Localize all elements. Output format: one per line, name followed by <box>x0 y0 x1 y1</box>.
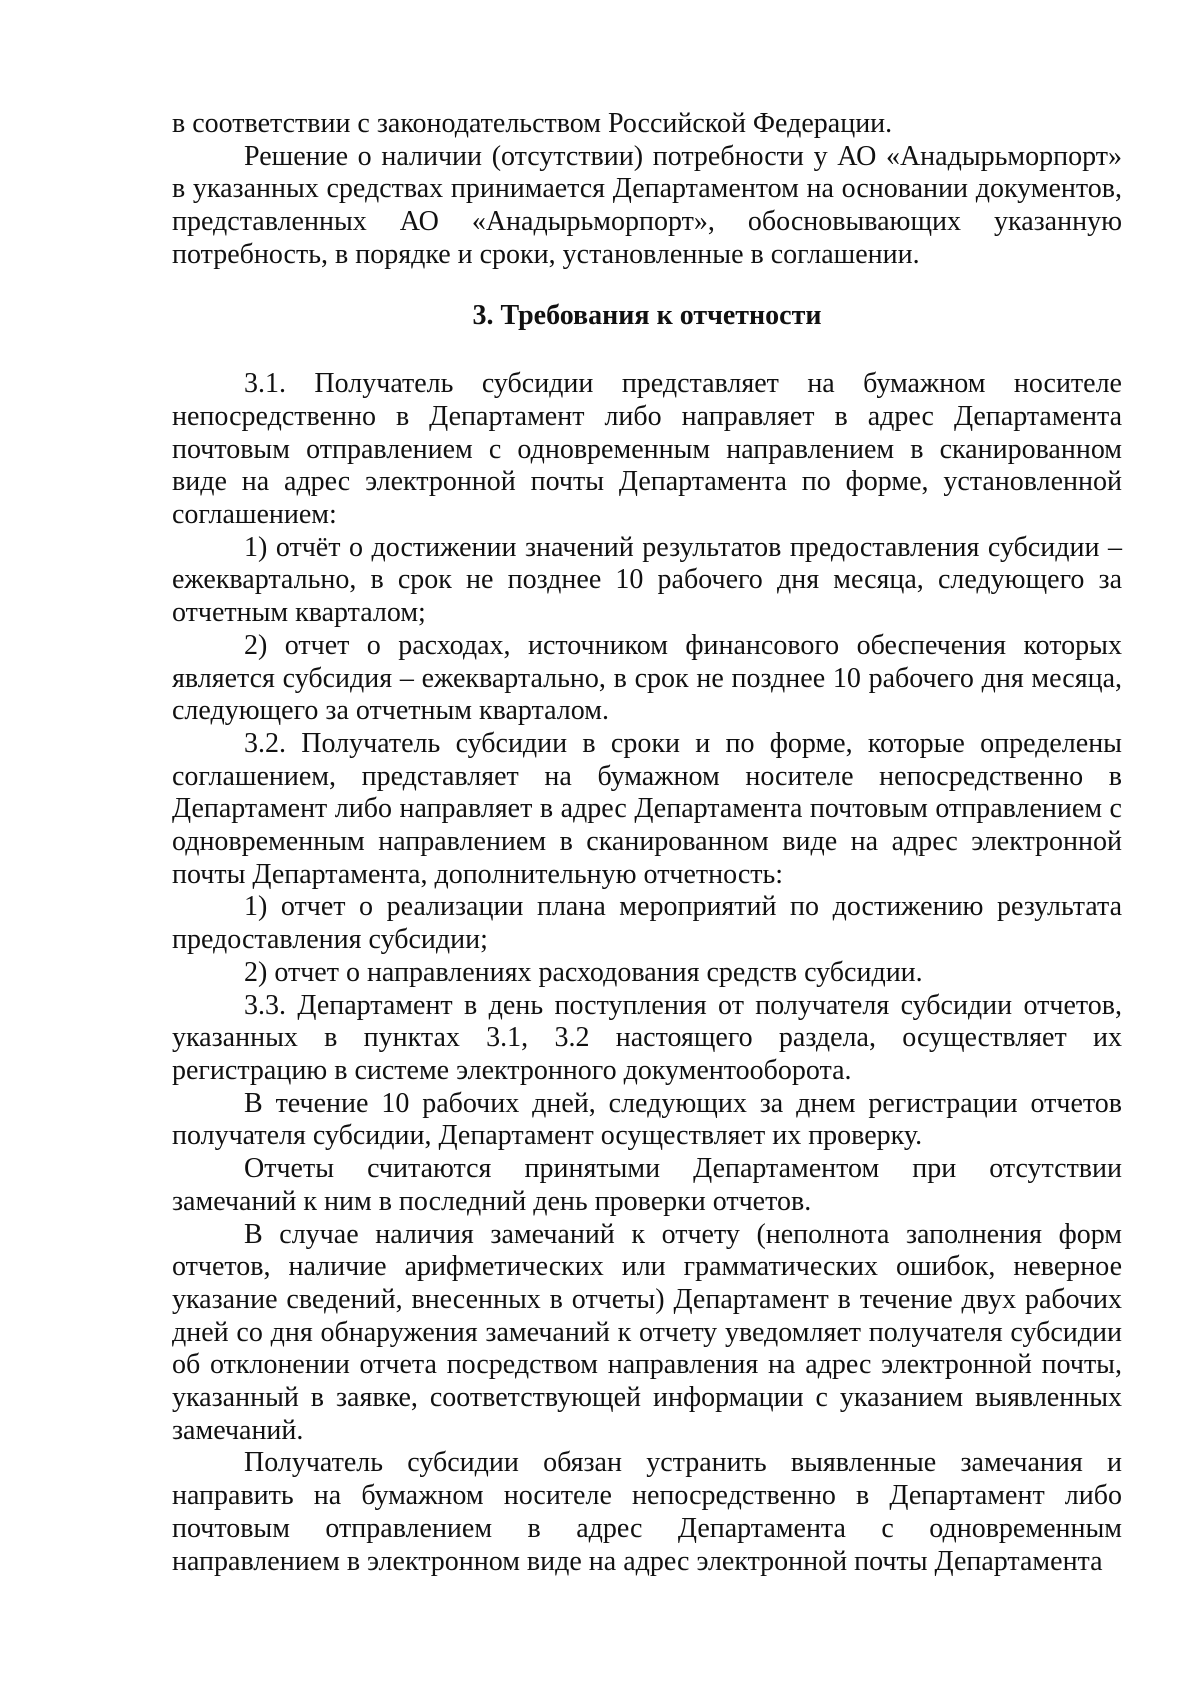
list-item: 1) отчет о реализации плана мероприятий по достижению результата предоставления субсидии; <box>172 891 1122 956</box>
document-page <box>172 108 1122 1578</box>
list-item: 1) отчёт о достижении значений результатов предоставления субсидии – ежеквартально, в срок не позднее 10 рабочего дня месяца, следующего за отчетным кварталом; <box>172 531 1122 629</box>
paragraph: 3.2. Получатель субсидии в сроки и по форме, которые определены соглашением, представляет на бумажном носителе непосредственно в Департамент либо направляет в адрес Департамента почтовым отправлением с одновременным направлением в сканированном виде на адрес электронной почты Департамента, дополнительную отчетность: <box>172 727 1122 890</box>
paragraph: Отчеты считаются принятыми Департаментом при отсутствии замечаний к ним в последний день проверки отчетов. <box>172 1153 1122 1217</box>
paragraph: В течение 10 рабочих дней, следующих за днем регистрации отчетов получателя субсидии, Департамент осуществляет их проверку. <box>172 1087 1122 1152</box>
list-item: 2) отчет о направлениях расходования средств субсидии. <box>244 956 923 988</box>
list-item: 2) отчет о расходах, источником финансового обеспечения которых является субсидия – ежеквартально, в срок не позднее 10 рабочего дня месяца, следующего за отчетным кварталом. <box>172 629 1122 727</box>
paragraph: в соответствии с законодательством Российской Федерации. <box>172 108 893 139</box>
section-heading: 3. Требования к отчетности <box>472 299 822 331</box>
paragraph: 3.3. Департамент в день поступления от получателя субсидии отчетов, указанных в пунктах 3.1, 3.2 настоящего раздела, осуществляет их регистрацию в системе электронного документооборота. <box>172 989 1122 1086</box>
paragraph: 3.1. Получатель субсидии представляет на бумажном носителе непосредственно в Департамент либо направляет в адрес Департамента почтовым отправлением с одновременным направлением в сканированном виде на адрес электронной почты Департамента по форме, установленной соглашением: <box>172 368 1122 531</box>
paragraph: Получатель субсидии обязан устранить выявленные замечания и направить на бумажном носителе непосредственно в Департамент либо почтовым отправлением в адрес Департамента с одновременным направлением в электронном виде на адрес электронной почты Департамента <box>172 1447 1122 1577</box>
paragraph: В случае наличия замечаний к отчету (неполнота заполнения форм отчетов, наличие арифметических или грамматических ошибок, неверное указание сведений, внесенных в отчеты) Департамент в течение двух рабочих дней со дня обнаружения замечаний к отчету уведомляет получателя субсидии об отклонении отчета посредством направления на адрес электронной почты, указанный в заявке, соответствующей информации с указанием выявленных замечаний. <box>172 1218 1122 1446</box>
paragraph: Решение о наличии (отсутствии) потребности у АО «Анадырьморпорт» в указанных средствах принимается Департаментом на основании документов, представленных АО «Анадырьморпорт», обосновывающих указанную потребность, в порядке и сроки, установленные в соглашении. <box>172 140 1122 270</box>
